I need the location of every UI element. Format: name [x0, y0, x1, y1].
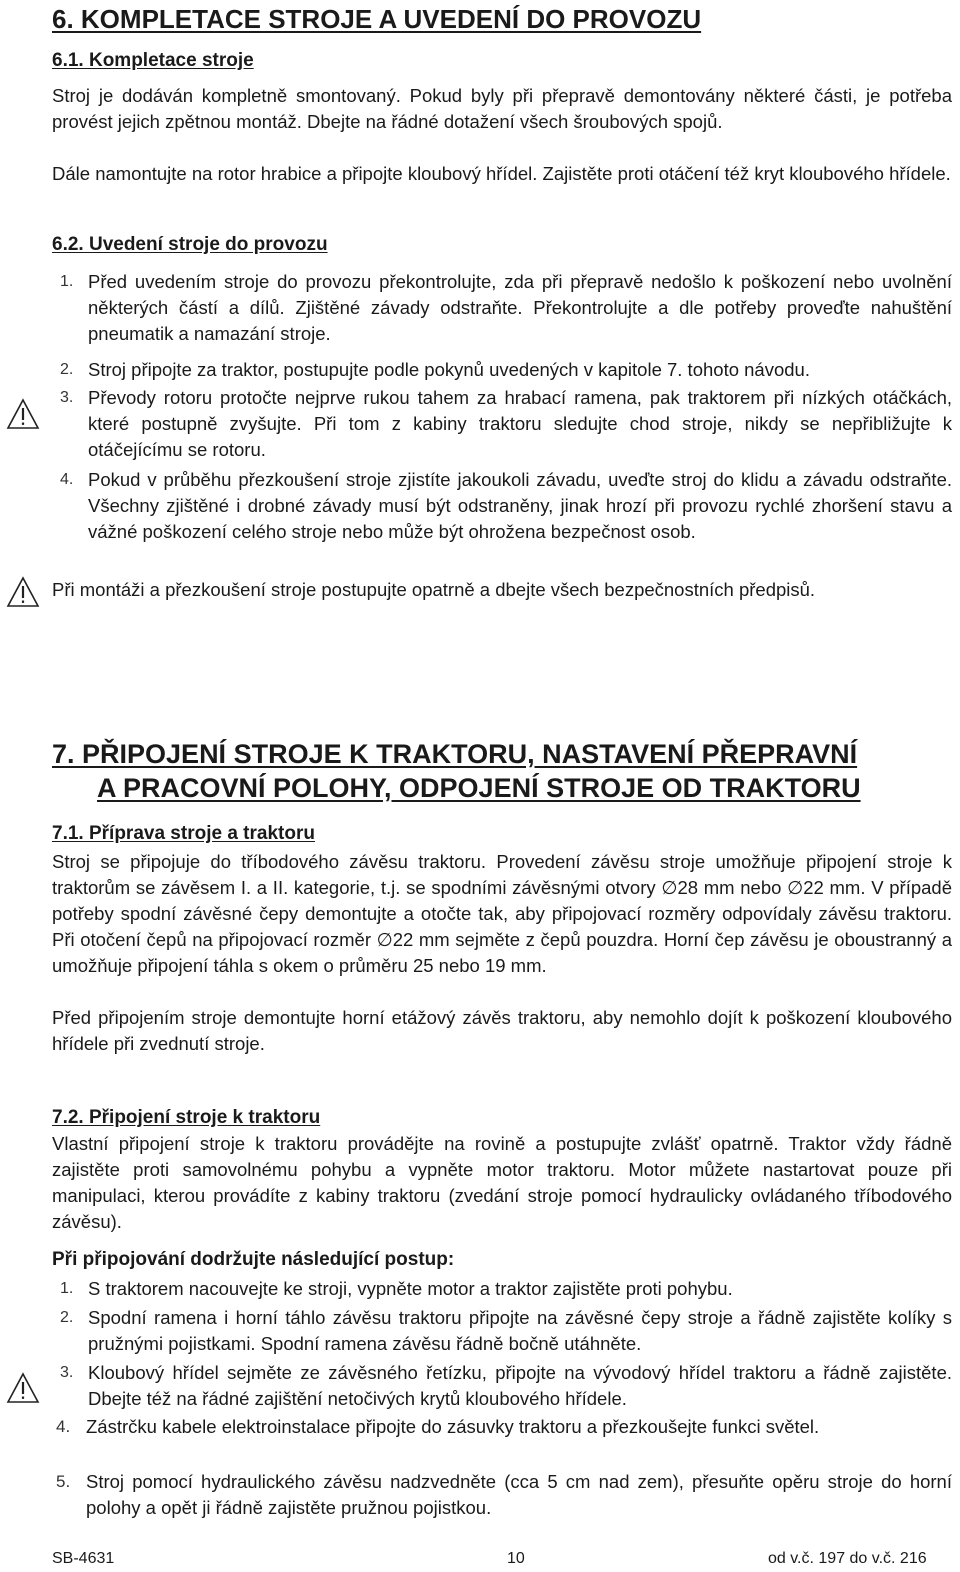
list-text: Pokud v průběhu přezkoušení stroje zjistíte jakoukoli závadu, uveďte stroj do klidu a závadu odstraňte. Všechny zjištěné i drobné závady musí být odstraněny, jinak hrozí při provozu rychlé zhoršení stavu a vážné poškození celého stroje nebo může být ohrožena bezpečnost osob.: [88, 469, 952, 542]
section-7-2-paragraph-1: Vlastní připojení stroje k traktoru provádějte na rovině a postupujte zvlášť opatrně. Traktor vždy řádně zajistěte proti samovolnému pohybu a vypněte motor traktoru. Motor můžete nastartovat pouze při manipulaci, kterou provádíte z kabiny traktoru (zvedání stroje pomocí hydraulicky ovládaného tříbodového závěsu).: [52, 1133, 952, 1232]
list-text: Před uvedením stroje do provozu překontrolujte, zda při přepravě nedošlo k poškození nebo uvolnění některých částí a dílů. Zjištěné závady odstraňte. Překontrolujte a dle potřeby proveďte nahuštění pneumatik a namazání stroje.: [88, 271, 952, 344]
section-7-2-title: 7.2. Připojení stroje k traktoru: [52, 1107, 321, 1128]
warning-icon: [6, 576, 40, 608]
list-number: 4.: [60, 471, 74, 488]
list-text: Spodní ramena i horní táhlo závěsu traktoru připojte na závěsné čepy stroje a řádně zajistěte kolíky s pružnými pojistkami. Spodní ramena závěsu řádně bočně utáhněte.: [88, 1307, 952, 1354]
list-item-6-2-4: [52, 467, 952, 545]
section-6-title: 6. KOMPLETACE STROJE A UVEDENÍ DO PROVOZU: [52, 4, 702, 34]
section-7-1-paragraph-1: Stroj se připojuje do tříbodového závěsu traktoru. Provedení závěsu stroje umožňuje připojení stroje k traktorům se závěsem I. a II. kategorie, t.j. se spodními závěsnými otvory ∅28 mm nebo ∅22 mm. V případě potřeby spodní závěsné čepy demontujte a otočte tak, aby připojovací rozměry odpovídaly závěsu traktoru. Při otočení čepů na připojovací rozměr ∅22 mm sejměte z čepů pouzdra. Horní čep závěsu je oboustranný a umožňuje připojení táhla s okem o průměru 25 nebo 19 mm.: [52, 851, 952, 976]
list-number: 3.: [60, 1364, 74, 1381]
list-text: Stroj připojte za traktor, postupujte podle pokynů uvedených v kapitole 7. tohoto návodu.: [88, 359, 810, 380]
list-number: 5.: [56, 1472, 71, 1491]
footer-serial-range: od v.č. 197 do v.č. 216: [768, 1550, 927, 1567]
list-item-7-2-4: [52, 1414, 952, 1440]
warning-icon: [6, 398, 40, 430]
section-7-title-line-2: A PRACOVNÍ POLOHY, ODPOJENÍ STROJE OD TRAKTORU: [97, 773, 861, 803]
section-7-1-title: 7.1. Příprava stroje a traktoru: [52, 823, 315, 844]
section-6-1-title: 6.1. Kompletace stroje: [52, 50, 254, 71]
list-item-6-2-3: [52, 385, 952, 463]
section-6-1-paragraph-2: Dále namontujte na rotor hrabice a připojte kloubový hřídel. Zajistěte proti otáčení též kryt kloubového hřídele.: [52, 163, 951, 184]
list-number: 2.: [60, 361, 74, 378]
list-text: S traktorem nacouvejte ke stroji, vypněte motor a traktor zajistěte proti pohybu.: [88, 1278, 733, 1299]
list-text: Převody rotoru protočte nejprve rukou tahem za hrabací ramena, pak traktorem při nízkých otáčkách, které postupně zvyšujte. Při tom z kabiny traktoru sledujte chod stroje, nikdy se nepřibližujte k otáčejícímu se rotoru.: [88, 387, 952, 460]
section-6-2-title: 6.2. Uvedení stroje do provozu: [52, 234, 328, 255]
list-item-7-2-2: [52, 1305, 952, 1357]
list-number: 1.: [60, 273, 74, 290]
safety-warning-text: Při montáži a přezkoušení stroje postupujte opatrně a dbejte všech bezpečnostních předpisů.: [52, 579, 816, 600]
section-7-title-line-1: 7. PŘIPOJENÍ STROJE K TRAKTORU, NASTAVENÍ PŘEPRAVNÍ: [52, 739, 858, 769]
footer-page-number: 10: [507, 1550, 525, 1567]
list-number: 2.: [60, 1309, 74, 1326]
procedure-heading: Při připojování dodržujte následující postup:: [52, 1249, 455, 1270]
list-text: Zástrčku kabele elektroinstalace připojte do zásuvky traktoru a přezkoušejte funkci světel.: [86, 1416, 820, 1437]
footer-document-code: SB-4631: [52, 1550, 115, 1567]
section-6-1-paragraph-1: Stroj je dodáván kompletně smontovaný. Pokud byly při přepravě demontovány některé části, je potřeba provést jejich zpětnou montáž. Dbejte na řádné dotažení všech šroubových spojů.: [52, 85, 952, 132]
list-number: 1.: [60, 1280, 74, 1297]
list-item-6-2-1: [52, 269, 952, 347]
list-number: 3.: [60, 389, 74, 406]
list-text: Stroj pomocí hydraulického závěsu nadzvedněte (cca 5 cm nad zem), přesuňte opěru stroje do horní polohy a opět ji řádně zajistěte pružnou pojistkou.: [86, 1471, 952, 1518]
warning-icon: [6, 1372, 40, 1404]
section-7-1-paragraph-2: Před připojením stroje demontujte horní etážový závěs traktoru, aby nemohlo dojít k poškození kloubového hřídele při zvednutí stroje.: [52, 1007, 952, 1054]
list-item-6-2-2: [52, 357, 952, 383]
list-number: 4.: [56, 1417, 71, 1436]
list-text: Kloubový hřídel sejměte ze závěsného řetízku, připojte na vývodový hřídel traktoru a řádně zajistěte. Dbejte též na řádné zajištění netočivých krytů kloubového hřídele.: [88, 1362, 952, 1409]
list-item-7-2-3: [52, 1360, 952, 1412]
list-item-7-2-1: [52, 1276, 952, 1302]
list-item-7-2-5: [52, 1469, 952, 1521]
